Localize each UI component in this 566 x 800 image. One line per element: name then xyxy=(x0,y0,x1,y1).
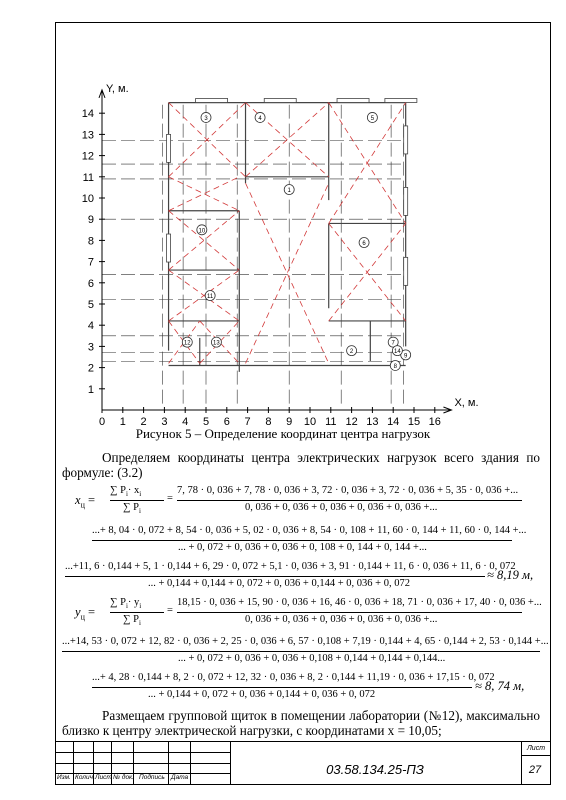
x-tick-label: 9 xyxy=(286,416,293,428)
y-axis-label: Y, м. xyxy=(106,82,129,95)
luminaire-line xyxy=(246,183,329,363)
yc-equals: = xyxy=(167,605,173,616)
xc-line1-numerator: 7, 78 · 0, 036 + 7, 78 · 0, 036 + 3, 72 · 0, 036 + 3, 72 · 0, 036 + 5, 35 · 0, 036 +... xyxy=(177,485,519,496)
xc-line2-numerator: ...+ 8, 04 · 0, 072 + 8, 54 · 0, 036 + 5, 02 · 0, 036 + 8, 54 · 0, 108 + 11, 60 · 0, 144 + 11, 60 · 0, 144 +... xyxy=(92,525,527,536)
yc-symbol: $y_ц$ = xyxy=(75,605,96,622)
x-tick-label: 6 xyxy=(223,416,230,428)
yc-line3-bar xyxy=(92,687,472,688)
xc-line3-bar xyxy=(65,576,485,577)
x-tick-label: 16 xyxy=(428,416,441,428)
x-tick-label: 10 xyxy=(303,416,317,428)
y-tick-label: 9 xyxy=(87,214,94,227)
y-tick-label: 7 xyxy=(87,256,94,269)
x-axis-label: X, м. xyxy=(454,397,479,409)
xc-result: ≈ 8,19 м, xyxy=(487,568,534,582)
x-tick-label: 1 xyxy=(119,416,126,428)
conclusion-paragraph: Размещаем групповой щиток в помещении лаборатории (№12), максимально близко к центру электрической нагрузки, с координатами x = 10,05; xyxy=(62,708,540,738)
xc-def-denominator: ∑ $P_i$ xyxy=(123,502,141,516)
x-tick-label: 8 xyxy=(265,416,272,428)
xc-line1-bar xyxy=(177,500,522,501)
y-tick-label: 8 xyxy=(87,235,94,248)
y-tick-label: 3 xyxy=(87,341,94,354)
yc-line2-bar xyxy=(62,651,540,652)
yc-line1-bar xyxy=(177,612,522,613)
sheet-number: 27 xyxy=(528,764,542,776)
window xyxy=(385,98,417,102)
xc-line2-bar xyxy=(92,540,512,541)
xc-line1-denominator: 0, 036 + 0, 036 + 0, 036 + 0, 036 + 0, 036 +... xyxy=(245,502,438,513)
yc-def-bar xyxy=(110,612,164,613)
figure-caption: Рисунок 5 – Определение координат центра нагрузок xyxy=(135,426,431,441)
stamp-label-count: Колич. xyxy=(75,774,95,781)
room-number: 12 xyxy=(183,340,191,347)
x-tick-label: 7 xyxy=(244,416,251,428)
x-tick-label: 5 xyxy=(202,416,210,428)
x-tick-label: 13 xyxy=(366,416,379,428)
xc-line3-denominator: ... + 0,144 + 0,144 + 0, 072 + 0, 036 + 0,144 + 0, 036 + 0, 072 xyxy=(148,578,410,589)
room-number: 6 xyxy=(362,241,366,248)
room-number: 5 xyxy=(370,115,375,122)
yc-def-denominator: ∑ $P_i$ xyxy=(123,614,141,628)
room-number: 10 xyxy=(198,228,206,235)
yc-line1-numerator: 18,15 · 0, 036 + 15, 90 · 0, 036 + 16, 46 · 0, 036 + 18, 71 · 0, 036 + 17, 40 · 0, 036 +... xyxy=(177,597,542,608)
sheet-label: Лист xyxy=(527,745,546,752)
xc-def-bar xyxy=(110,500,164,501)
window xyxy=(404,257,408,285)
yc-line2-numerator: ...+14, 53 · 0, 072 + 12, 82 · 0, 036 + 2, 25 · 0, 036 + 6, 57 · 0,108 + 7,19 · 0,144 + 4, 65 · 0,144 + 2, 53 · 0,144 +... xyxy=(62,636,549,647)
y-tick-label: 2 xyxy=(87,362,94,375)
y-tick-label: 1 xyxy=(87,383,94,396)
x-tick-label: 14 xyxy=(387,416,400,428)
room-number: 4 xyxy=(258,115,262,122)
xc-symbol: $x_ц$ = xyxy=(75,493,96,510)
y-tick-label: 14 xyxy=(81,108,94,121)
x-tick-label: 12 xyxy=(345,416,358,428)
stamp-label-docnum: № док. xyxy=(113,774,134,781)
luminaire-line xyxy=(246,183,329,363)
yc-line1-denominator: 0, 036 + 0, 036 + 0, 036 + 0, 036 + 0, 036 +... xyxy=(245,614,438,625)
y-tick-label: 10 xyxy=(81,193,94,205)
yc-line3-numerator: ...+ 4, 28 · 0,144 + 8, 2 · 0, 072 + 12, 32 · 0, 036 + 8, 2 · 0,144 + 11,19 · 0, 036 + 17,15 · 0, 072 xyxy=(92,672,495,683)
room-number: 14 xyxy=(394,349,401,356)
yc-line2-denominator: ... + 0, 072 + 0, 036 + 0, 036 + 0,108 + 0,144 + 0,144 + 0,144... xyxy=(178,653,446,664)
room-number: 13 xyxy=(213,340,220,347)
stamp-label-signature: Подпись xyxy=(139,774,165,781)
y-tick-label: 4 xyxy=(87,320,94,333)
room-number: 1 xyxy=(287,188,291,195)
room-number: 2 xyxy=(349,349,354,356)
yc-result: ≈ 8, 74 м, xyxy=(475,679,525,693)
yc-def-numerator: ∑ $P_i\cdot y_i$ xyxy=(110,597,142,611)
x-tick-label: 3 xyxy=(161,416,168,428)
x-tick-label: 15 xyxy=(407,416,421,428)
x-tick-label: 4 xyxy=(182,416,189,428)
window xyxy=(337,98,369,102)
window xyxy=(404,187,408,215)
stamp-label-change: Изм. xyxy=(57,774,71,781)
room-number: 9 xyxy=(404,353,408,360)
room-number: 3 xyxy=(204,115,208,122)
y-tick-label: 12 xyxy=(81,150,94,163)
window xyxy=(196,98,228,102)
room-number: 11 xyxy=(207,294,214,301)
stamp-label-date: Дата xyxy=(171,774,189,781)
intro-paragraph: Определяем координаты центра электрических нагрузок всего здания по формуле: (3.2) xyxy=(62,450,540,480)
x-tick-label: 2 xyxy=(140,416,147,428)
document-number: 03.58.134.25-ПЗ xyxy=(326,762,424,777)
yc-line3-denominator: ... + 0,144 + 0, 072 + 0, 036 + 0,144 + 0, 036 + 0, 072 xyxy=(148,689,376,700)
room-number: 7 xyxy=(391,340,395,347)
x-tick-label: 11 xyxy=(325,416,337,428)
window xyxy=(404,126,408,154)
y-tick-label: 6 xyxy=(87,277,94,290)
xc-equals: = xyxy=(167,493,173,504)
x-tick-label: 0 xyxy=(98,416,106,428)
y-tick-label: 11 xyxy=(82,171,94,184)
room-number: 8 xyxy=(393,363,397,370)
window xyxy=(264,98,296,102)
window xyxy=(167,234,171,262)
xc-line3-numerator: ...+11, 6 · 0,144 + 5, 1 · 0,144 + 6, 29 · 0, 072 + 5,1 · 0, 036 + 3, 91 · 0,144 + 11, 6 · 0, 036 + 11, 6 · 0, 072 xyxy=(65,561,516,572)
xc-def-numerator: ∑ $P_i\cdot x_i$ xyxy=(110,485,142,499)
stamp-label-sheet: Лист xyxy=(95,774,112,781)
xc-line2-denominator: ... + 0, 072 + 0, 036 + 0, 036 + 0, 108 + 0, 144 + 0, 144 +... xyxy=(178,542,427,553)
y-tick-label: 5 xyxy=(87,299,94,311)
y-tick-label: 13 xyxy=(81,129,94,142)
window xyxy=(167,134,171,162)
